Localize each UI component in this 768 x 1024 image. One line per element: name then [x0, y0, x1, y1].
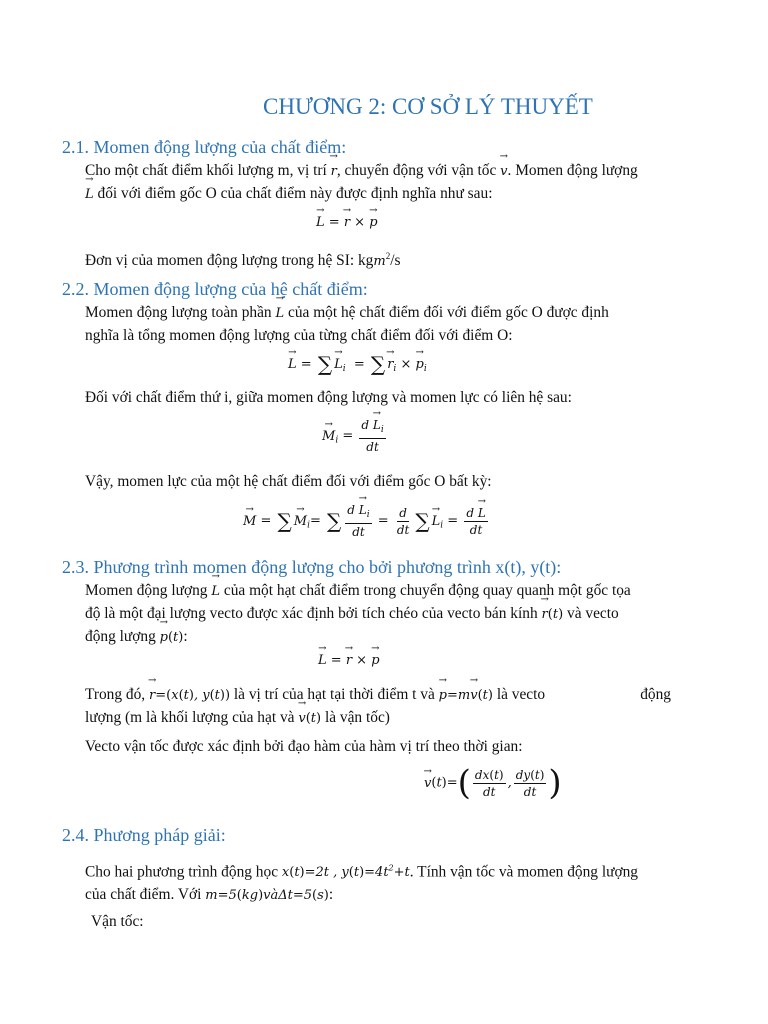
section-heading-2-4: 2.4. Phương pháp giải: [62, 825, 226, 845]
vector-r-symbol: → r [331, 161, 337, 183]
vector-v-symbol: → v [500, 161, 507, 183]
paragraph-system-torque: Vậy, momen lực của một hệ chất điểm đối với điểm gốc O bất kỳ: [85, 473, 492, 490]
paragraph-2-4: Cho hai phương trình động học x(t)=2t , $y(t)=4t^2+t$. Tính vận tốc và momen động lượng của chất điểm. Với m=5(kg)vàΔt=5(s): [85, 863, 638, 904]
vector-l-symbol: → L [85, 184, 94, 206]
equation-l-equals-r-cross-p-2: → L = → r × → p [318, 653, 380, 668]
paragraph-torque-relation: Đối với chất điểm thứ i, giữa momen động lượng và momen lực có liên hệ sau: [85, 389, 572, 406]
equation-l-equals-r-cross-p: → L = → r × → p [316, 215, 378, 230]
paragraph-position-momentum: Trong đó, → r=(x(t), y(t)) là vị trí của hạt tại thời điểm t và → p=m→ v(t) là vecto động lượng (m là khối lượng của hạt và → v(t) là vận tốc) [85, 684, 671, 730]
section-heading-2-3: 2.3. Phương trình momen động lượng cho bởi phương trình x(t), y(t): [62, 557, 562, 577]
paragraph-2-1: Cho một chất điểm khối lượng m, vị trí → r, chuyển động với vận tốc → v. Momen động lượng → L đối với điểm gốc O của chất điểm này được định nghĩa như sau: [85, 160, 638, 206]
equation-system-torque: → M = ∑→ $M_i=$ ∑ $\frac{d \to L_i}{dt}$ = $\frac{d}{dt}$ ∑→ $L_i$ = $\frac{d \to L}{dt}$ [243, 503, 490, 539]
paragraph-2-3: Momen động lượng → L của một hạt chất điểm trong chuyển động quay quanh một gốc tọa độ là một đại lượng vecto được xác định bởi tích chéo của vecto bán kính → r(t) và vecto động lượng → p(t): [85, 580, 631, 649]
equation-torque-i: → $M_i$ = $\frac{d \to L_i}{dt}$ [322, 418, 388, 454]
section-heading-2-1: 2.1. Momen động lượng của chất điểm: [62, 137, 347, 157]
velocity-label: Vận tốc: [91, 913, 144, 930]
paragraph-2-2: Momen động lượng toàn phần → L của một hệ chất điểm đối với điểm gốc O được định nghĩa là tổng momen động lượng của từng chất điểm đối với điểm O: [85, 302, 609, 347]
paragraph-velocity-definition: Vecto vận tốc được xác định bởi đạo hàm của hàm vị trí theo thời gian: [85, 738, 523, 755]
chapter-title: CHƯƠNG 2: CƠ SỞ LÝ THUYẾT [263, 94, 593, 119]
equation-total-angular-momentum: → L = ∑→ $L_i$ = ∑→ $r_i$ × → $p_i$ [288, 352, 427, 376]
section-heading-2-2: 2.2. Momen động lượng của hệ chất điểm: [62, 279, 368, 299]
paragraph-unit: Đơn vị của momen động lượng trong hệ SI: kgm$^2$/s [85, 251, 401, 270]
equation-velocity-derivative: → v(t)=( $\frac{dx(t)}{dt}$ , $\frac{dy(t)}{dt}$ ) [424, 766, 562, 800]
